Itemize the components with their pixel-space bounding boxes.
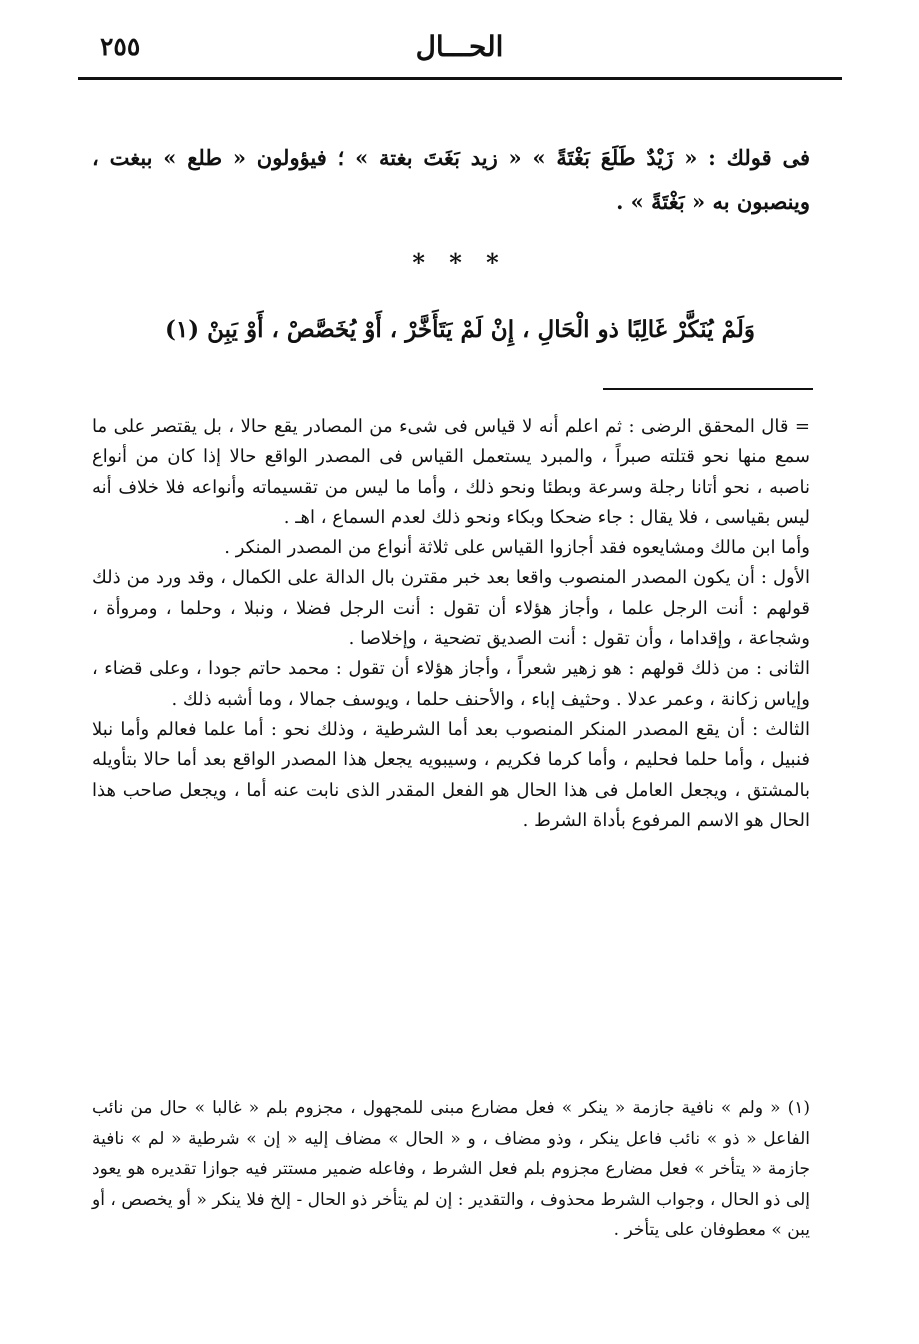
page-header <box>100 30 819 70</box>
commentary-block <box>92 412 810 836</box>
page-number: ٢٥٥ <box>100 32 141 61</box>
commentary-paragraph: وأما ابن مالك ومشايعوه فقد أجازوا القياس على ثلاثة أنواع من المصدر المنكر . <box>224 537 810 559</box>
section-separator: * * * <box>412 248 507 277</box>
commentary-paragraph: الأول : أن يكون المصدر المنصوب واقعا بعد خبر مقترن بال الدالة على الكمال ، وقد ورد من ذلك قولهم : أنت الرجل علما ، وأجاز هؤلاء أن تقول : أنت الرجل فضلا ، ونبلا ، وحلما ، ومروأة ، وشجاعة ، وإقداما ، وأن تقول : أنت الصديق تضحية ، وإخلاصا . <box>92 567 810 650</box>
header-rule <box>78 77 842 80</box>
verse-line: وَلَمْ يُنَكَّرْ غَالِبًا ذو الْحَالِ ، إِنْ لَمْ يَتَأَخَّرْ ، أَوْ يُخَصَّصْ ، أَوْ يَبِنْ (١) <box>164 316 756 343</box>
footnote-rule <box>603 388 813 390</box>
running-title: الحـــال <box>415 30 504 63</box>
commentary-paragraph: = قال المحقق الرضى : ثم اعلم أنه لا قياس فى شىء من المصادر يقع حالا ، بل يقتصر على ما سمع منها نحو قتلته صبراً ، والمبرد يستعمل القياس فى المصدر الواقع حالا إذا كان من أنواع ناصبه ، نحو أتانا رجلة وسرعة وبطئا ونحو ذلك ، وأما ما ليس من تقسيماته وأنواعه فلا خلاف أنه ليس بقياسى ، فلا يقال : جاء ضحكا وبكاء ونحو ذلك لعدم السماع ، اهـ . <box>92 416 810 528</box>
footnote-paragraph: (١) « ولم » نافية جازمة « ينكر » فعل مضارع مبنى للمجهول ، مجزوم بلم « غالبا » حال من نائب الفاعل « ذو » نائب فاعل ينكر ، وذو مضاف ، و « الحال » مضاف إليه « إن » شرطية « لم » نافية جازمة « يتأخر » فعل مضارع مجزوم بلم فعل الشرط ، وفاعله ضمير مستتر فيه جوازا تقديره هو يعود إلى ذو الحال ، وجواب الشرط محذوف ، والتقدير : إن لم يتأخر ذو الحال - إلخ فلا ينكر « أو يخصص ، أو يبن » معطوفان على يتأخر . <box>92 1098 810 1241</box>
intro-paragraph: فى قولك : « زَيْدٌ طَلَعَ بَغْتَةً » « زيد بَغَتَ بغتة » ؛ فيؤولون « طلع » ببغت ، وينصبون به « بَغْتَةً » . <box>92 145 810 214</box>
footnote-block <box>92 1093 810 1246</box>
commentary-paragraph: الثالث : أن يقع المصدر المنكر المنصوب بعد أما الشرطية ، وذلك نحو : أما علما فعالم وأما نبلا فنبيل ، وأما حلما فحليم ، وأما كرما فكريم ، وسيبويه يجعل هذا المصدر الواقع بعد أما حالا بتأويله بالمشتق ، ويجعل العامل فى هذا الحال هو الفعل المقدر الذى نابت عنه أما ، ويجعل صاحب هذا الحال هو الاسم المرفوع بأداة الشرط . <box>92 718 810 831</box>
commentary-paragraph: الثانى : من ذلك قولهم : هو زهير شعراً ، وأجاز هؤلاء أن تقول : محمد حاتم جودا ، وعلى قضاء ، وإياس زكانة ، وعمر عدلا . وحثيف إباء ، والأحنف حلما ، ويوسف جمالا ، وما أشبه ذلك . <box>92 658 810 710</box>
